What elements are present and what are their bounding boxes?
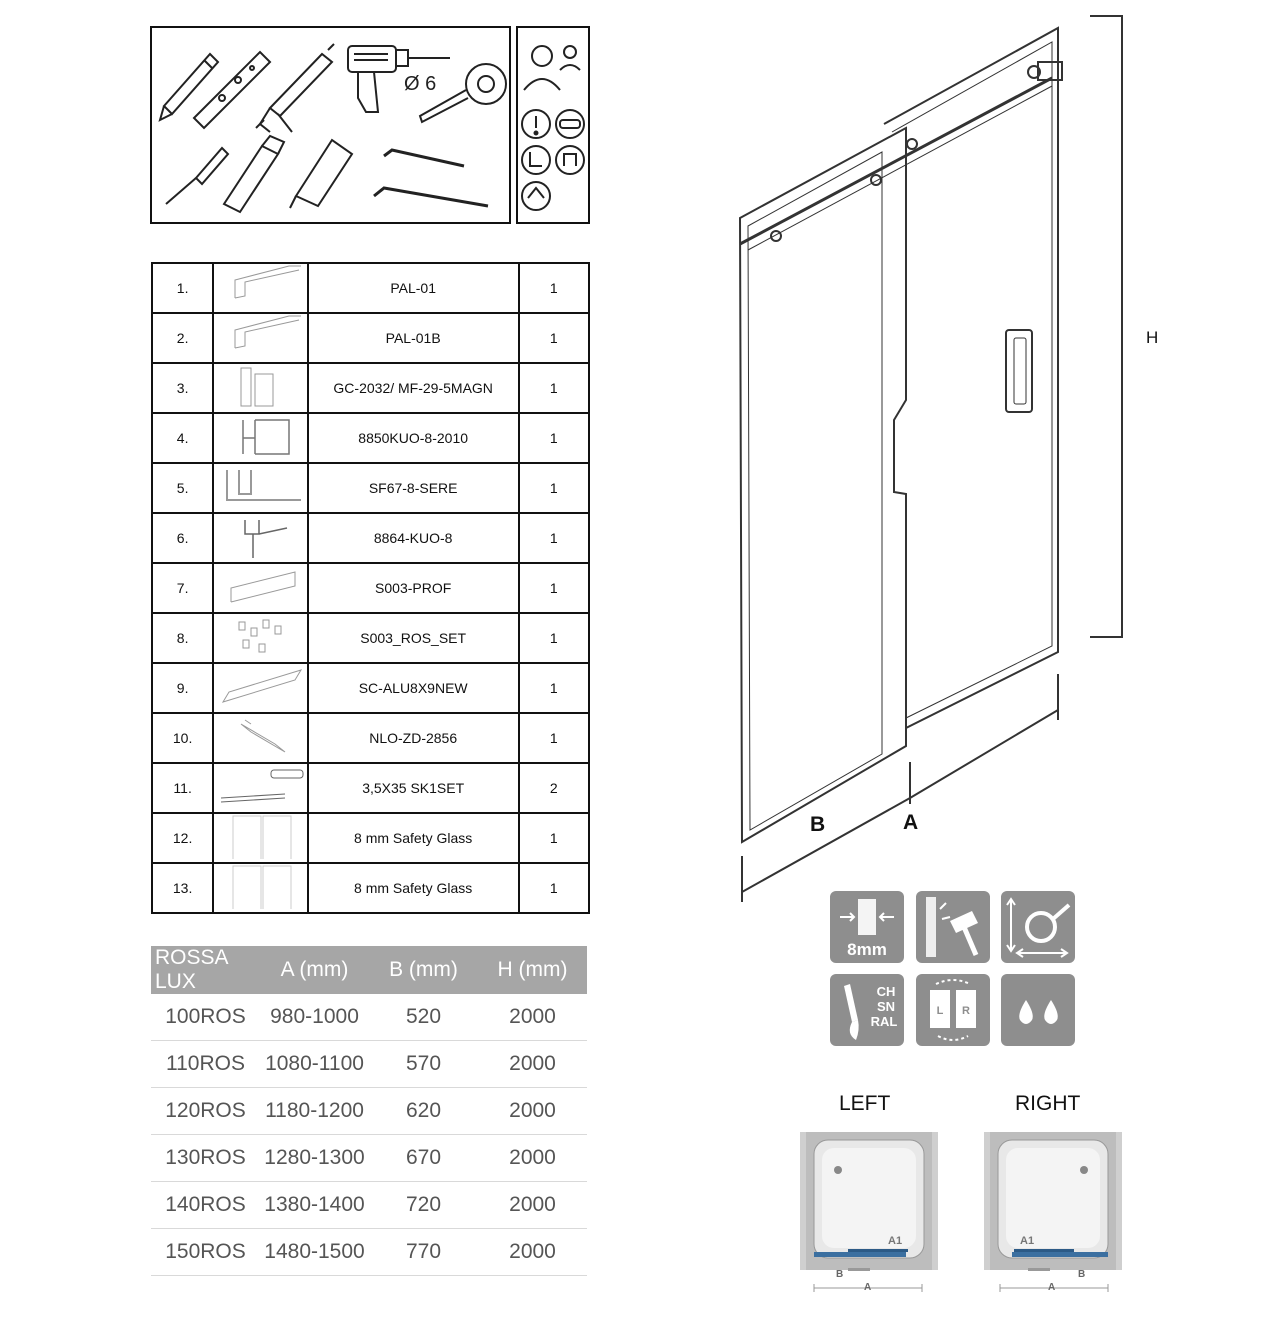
table-row <box>152 663 589 713</box>
width-b-cell: 620 <box>369 1088 478 1135</box>
roller-icon <box>771 231 781 241</box>
part-code: 8864-KUO-8 <box>308 513 519 563</box>
model-cell: 110ROS <box>151 1041 260 1088</box>
model-cell: 140ROS <box>151 1182 260 1229</box>
roller-icon <box>871 175 881 185</box>
table-row <box>151 1229 587 1276</box>
dimensions-header-b: B (mm) <box>369 946 478 994</box>
part-quantity: 1 <box>519 613 589 663</box>
table-row <box>152 813 589 863</box>
left-a1-label: A1 <box>888 1235 903 1247</box>
caulking-gun-icon <box>256 44 334 132</box>
table-row <box>151 1135 587 1182</box>
hammer-graphic <box>916 891 990 963</box>
allen-key-icon <box>374 150 488 206</box>
width-b-cell: 570 <box>369 1041 478 1088</box>
part-quantity: 1 <box>519 563 589 613</box>
table-row <box>151 994 587 1041</box>
part-code: GC-2032/ MF-29-5MAGN <box>308 363 519 413</box>
right-b-label: B <box>1078 1269 1086 1280</box>
model-cell: 100ROS <box>151 994 260 1041</box>
orientation-right-diagram <box>984 1132 1122 1294</box>
impact-resistant-icon <box>916 891 990 963</box>
safety-panel <box>516 26 590 224</box>
part-number: 12. <box>152 813 213 863</box>
table-row <box>152 513 589 563</box>
part-image <box>213 763 307 813</box>
screwdriver-icon <box>166 148 228 204</box>
part-image <box>213 813 307 863</box>
drops-graphic <box>1001 974 1075 1046</box>
height-cell: 2000 <box>478 994 587 1041</box>
part-image <box>213 313 307 363</box>
h-seal-icon <box>215 414 305 459</box>
dimensions-header-model: ROSSA LUX <box>151 946 260 994</box>
part-code: PAL-01 <box>308 263 519 313</box>
magnetic-seal-icon <box>215 364 305 409</box>
sliding-glass-panel <box>740 128 906 842</box>
part-number: 1. <box>152 263 213 313</box>
height-cell: 2000 <box>478 1229 587 1276</box>
screw-dowel-icon <box>215 764 305 809</box>
table-row <box>152 363 589 413</box>
width-a-label: A <box>903 811 919 834</box>
brush-graphic <box>830 974 904 1046</box>
part-code: SC-ALU8X9NEW <box>308 663 519 713</box>
table-row <box>151 1041 587 1088</box>
part-code: NLO-ZD-2856 <box>308 713 519 763</box>
table-row <box>152 863 589 913</box>
orientation-left-title: LEFT <box>839 1092 891 1115</box>
table-row <box>152 463 589 513</box>
top-rail <box>740 78 1052 244</box>
part-image <box>213 563 307 613</box>
part-number: 3. <box>152 363 213 413</box>
width-b-cell: 670 <box>369 1135 478 1182</box>
reversible-icon <box>916 974 990 1046</box>
safety-illustration <box>518 28 588 222</box>
part-quantity: 1 <box>519 663 589 713</box>
part-code: PAL-01B <box>308 313 519 363</box>
height-label: H <box>1146 328 1159 347</box>
tools-panel <box>150 26 511 224</box>
stopper-icon <box>215 714 305 759</box>
u-profile-icon <box>215 464 305 509</box>
tools-illustration <box>152 28 509 222</box>
part-quantity: 1 <box>519 263 589 313</box>
table-row <box>152 563 589 613</box>
table-row <box>152 613 589 663</box>
width-a-cell: 980-1000 <box>260 994 369 1041</box>
part-image <box>213 413 307 463</box>
tape-graphic <box>1001 891 1075 963</box>
finish-options-icon <box>830 974 904 1046</box>
reversible-graphic <box>916 974 990 1046</box>
right-a1-label: A1 <box>1020 1235 1035 1247</box>
alu-profile-icon <box>215 664 305 709</box>
part-number: 6. <box>152 513 213 563</box>
hacksaw-icon <box>290 140 352 208</box>
width-a-cell: 1180-1200 <box>260 1088 369 1135</box>
part-quantity: 1 <box>519 813 589 863</box>
width-b-cell: 720 <box>369 1182 478 1229</box>
part-quantity: 1 <box>519 463 589 513</box>
roller-set-icon <box>215 614 305 659</box>
dimensions-header-row <box>151 946 587 994</box>
dimensions-table <box>151 946 587 1276</box>
height-cell: 2000 <box>478 1041 587 1088</box>
height-cell: 2000 <box>478 1088 587 1135</box>
table-row <box>152 413 589 463</box>
glass-thickness-label: 8mm <box>847 940 887 959</box>
part-number: 10. <box>152 713 213 763</box>
table-row <box>152 263 589 313</box>
orientation-right-title: RIGHT <box>1015 1092 1081 1115</box>
part-quantity: 1 <box>519 863 589 913</box>
dimensions-header-h: H (mm) <box>478 946 587 994</box>
part-image <box>213 613 307 663</box>
part-image <box>213 663 307 713</box>
utility-knife-icon <box>224 136 284 212</box>
width-a-cell: 1380-1400 <box>260 1182 369 1229</box>
reversible-right-label: R <box>962 1005 970 1017</box>
part-image <box>213 463 307 513</box>
part-number: 5. <box>152 463 213 513</box>
right-a-label: A <box>1048 1282 1056 1293</box>
table-row <box>152 713 589 763</box>
left-a-label: A <box>864 1282 872 1293</box>
lifting-icon <box>522 182 550 210</box>
part-quantity: 1 <box>519 513 589 563</box>
roller-icon <box>907 139 917 149</box>
width-b-cell: 770 <box>369 1229 478 1276</box>
reversible-left-label: L <box>936 1005 944 1017</box>
part-number: 2. <box>152 313 213 363</box>
part-number: 9. <box>152 663 213 713</box>
profile-rail-icon <box>215 314 305 359</box>
shower-door-drawing <box>700 0 1180 910</box>
table-row <box>151 1182 587 1229</box>
finish-code-ch: CH <box>876 984 896 999</box>
part-code: SF67-8-SERE <box>308 463 519 513</box>
part-quantity: 1 <box>519 363 589 413</box>
profile-rail-icon <box>215 264 305 309</box>
part-image <box>213 263 307 313</box>
width-a-cell: 1280-1300 <box>260 1135 369 1182</box>
table-row <box>152 763 589 813</box>
glass-thickness-graphic <box>830 891 904 963</box>
part-quantity: 1 <box>519 413 589 463</box>
spirit-level-icon <box>194 52 270 128</box>
part-code: 3,5X35 SK1SET <box>308 763 519 813</box>
part-number: 13. <box>152 863 213 913</box>
left-b-label: B <box>836 1269 844 1280</box>
orientation-left-diagram <box>800 1132 938 1294</box>
width-b-cell: 520 <box>369 994 478 1041</box>
drill-size-label: Ø 6 <box>404 73 437 95</box>
width-a-cell: 1080-1100 <box>260 1041 369 1088</box>
part-code: S003_ROS_SET <box>308 613 519 663</box>
measurement-icon <box>1001 891 1075 963</box>
finish-code-ral: RAL <box>870 1014 898 1029</box>
table-row <box>152 313 589 363</box>
part-number: 4. <box>152 413 213 463</box>
profile-bar-icon <box>215 564 305 609</box>
width-a-cell: 1480-1500 <box>260 1229 369 1276</box>
finish-code-sn: SN <box>876 999 896 1014</box>
pencil-icon <box>160 54 218 120</box>
part-code: 8 mm Safety Glass <box>308 863 519 913</box>
glass-panel-icon <box>215 864 305 909</box>
height-dimension-line <box>1090 16 1122 637</box>
part-quantity: 2 <box>519 763 589 813</box>
part-code: 8850KUO-8-2010 <box>308 413 519 463</box>
part-number: 7. <box>152 563 213 613</box>
installers-icon <box>524 46 580 90</box>
height-cell: 2000 <box>478 1135 587 1182</box>
part-image <box>213 363 307 413</box>
part-quantity: 1 <box>519 713 589 763</box>
safety-gloves-icon <box>556 146 584 174</box>
model-cell: 150ROS <box>151 1229 260 1276</box>
drip-seal-icon <box>215 514 305 559</box>
model-cell: 130ROS <box>151 1135 260 1182</box>
model-cell: 120ROS <box>151 1088 260 1135</box>
width-dimension-lines <box>742 674 1058 902</box>
warning-icon <box>522 110 550 138</box>
width-b-label: B <box>810 813 826 836</box>
dimensions-header-a: A (mm) <box>260 946 369 994</box>
door-handle <box>1006 330 1032 412</box>
part-code: S003-PROF <box>308 563 519 613</box>
part-code: 8 mm Safety Glass <box>308 813 519 863</box>
part-image <box>213 863 307 913</box>
part-number: 11. <box>152 763 213 813</box>
glass-panel-icon <box>215 814 305 859</box>
part-quantity: 1 <box>519 313 589 363</box>
glass-thickness-icon <box>830 891 904 963</box>
height-cell: 2000 <box>478 1182 587 1229</box>
part-image <box>213 713 307 763</box>
table-row <box>151 1088 587 1135</box>
water-repellent-icon <box>1001 974 1075 1046</box>
part-number: 8. <box>152 613 213 663</box>
safety-boots-icon <box>522 146 550 174</box>
parts-table <box>151 262 590 914</box>
part-image <box>213 513 307 563</box>
safety-goggles-icon <box>556 110 584 138</box>
